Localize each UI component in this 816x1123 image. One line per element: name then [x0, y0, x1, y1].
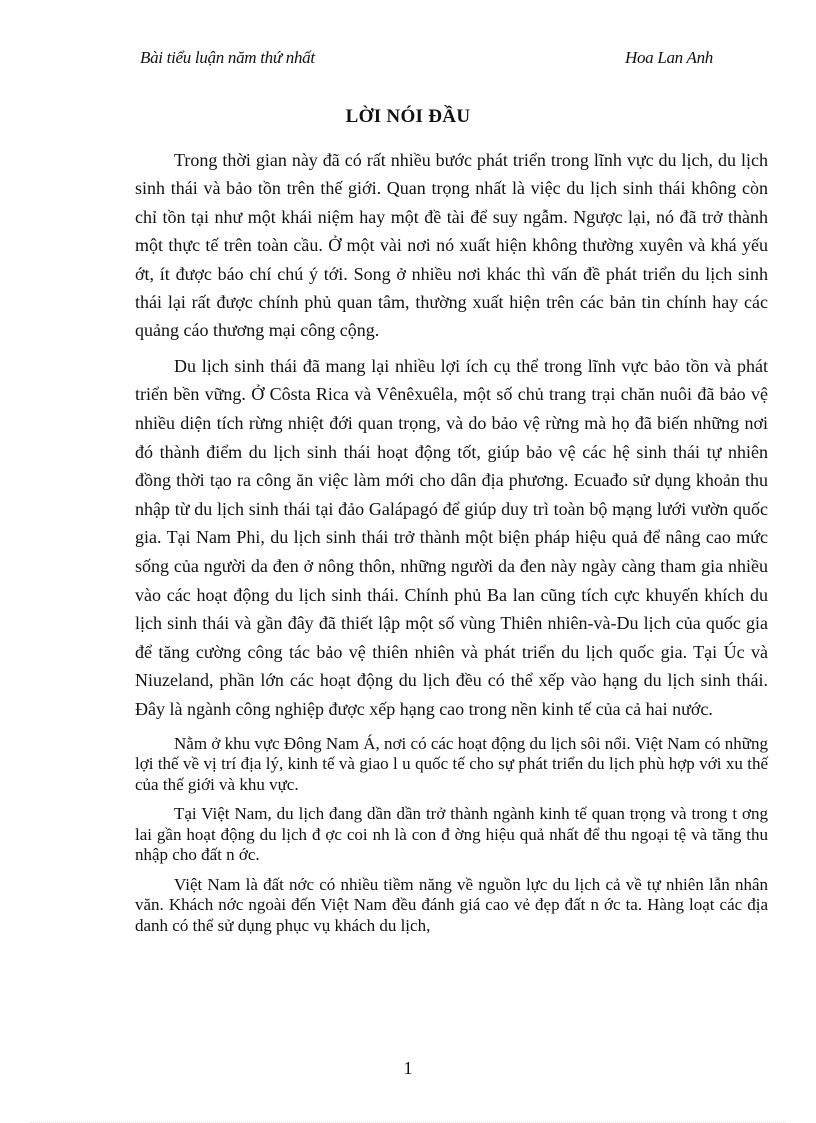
- page-number: 1: [403, 1058, 413, 1078]
- header-course-title: Bài tiểu luận năm thứ nhất: [140, 48, 315, 67]
- page-title: LỜI NÓI ĐẦU: [345, 106, 471, 127]
- document-body: [135, 146, 768, 936]
- paragraph-5: Việt Nam là đất nớc có nhiều tiềm năng về nguồn lực du lịch cả về tự nhiên lẫn nhân văn. Khách nớc ngoài đến Việt Nam đều đánh giá cao vẻ đẹp đất n ớc ta. Hàng loạt các địa danh có thể sử dụng phục vụ khách du lịch,: [135, 874, 768, 935]
- paragraph-1: Trong thời gian này đã có rất nhiều bước phát triển trong lĩnh vực du lịch, du lịch sinh thái và bảo tồn trên thế giới. Quan trọng nhất là việc du lịch sinh thái không còn chỉ tồn tại như một khái niệm hay một đề tài để suy ngẫm. Ngược lại, nó đã trở thành một thực tế trên toàn cầu. Ở một vài nơi nó xuất hiện không thường xuyên và khá yếu ớt, ít được báo chí chú ý tới. Song ở nhiều nơi khác thì vấn đề phát triển du lịch sinh thái lại rất được chính phủ quan tâm, thường xuất hiện trên các bản tin chính hay các quảng cáo thương mại công cộng.: [135, 150, 768, 341]
- paragraph-3: Nằm ở khu vực Đông Nam Á, nơi có các hoạt động du lịch sôi nổi. Việt Nam có những lợi thế về vị trí địa lý, kinh tế và giao l u quốc tế cho sự phát triển du lịch phù hợp với xu thế của thế giới và khu vực.: [135, 733, 768, 794]
- paragraph-2: Du lịch sinh thái đã mang lại nhiều lợi ích cụ thể trong lĩnh vực bảo tồn và phát triển bền vững. Ở Côsta Rica và Vênêxuêla, một số chủ trang trại chăn nuôi đã bảo vệ nhiều diện tích rừng nhiệt đới quan trọng, và do bảo vệ rừng mà họ đã biến những nơi đó thành điểm du lịch sinh thái hoạt động tốt, giúp bảo vệ các hệ sinh thái tự nhiên đồng thời tạo ra công ăn việc làm mới cho dân địa phương. Ecuađo sử dụng khoản thu nhập từ du lịch sinh thái tại đảo Galápagó để giúp duy trì toàn bộ mạng lưới vườn quốc gia. Tại Nam Phi, du lịch sinh thái trở thành một biện pháp hiệu quả để nâng cao mức sống của người da đen ở nông thôn, những người da đen này ngày càng tham gia nhiều vào các hoạt động du lịch sinh thái. Chính phủ Ba lan cũng tích cực khuyến khích du lịch sinh thái và gần đây đã thiết lập một số vùng Thiên nhiên-và-Du lịch của quốc gia để tăng cường công tác bảo vệ thiên nhiên và phát triển du lịch quốc gia. Tại Úc và Niuzeland, phần lớn các hoạt động du lịch đều có thể xếp vào hạng du lịch sinh thái. Đây là ngành công nghiệp được xếp hạng cao trong nền kinh tế của cả hai nước.: [135, 355, 768, 719]
- header-author-name: Hoa Lan Anh: [625, 48, 714, 67]
- paragraph-4: Tại Việt Nam, du lịch đang dần dần trở thành ngành kinh tế quan trọng và trong t ơng lai gần hoạt động du lịch đ ợc coi nh là con đ ờng hiệu quả nhất để thu ngoại tệ và tăng thu nhập cho đất n ớc.: [135, 804, 768, 865]
